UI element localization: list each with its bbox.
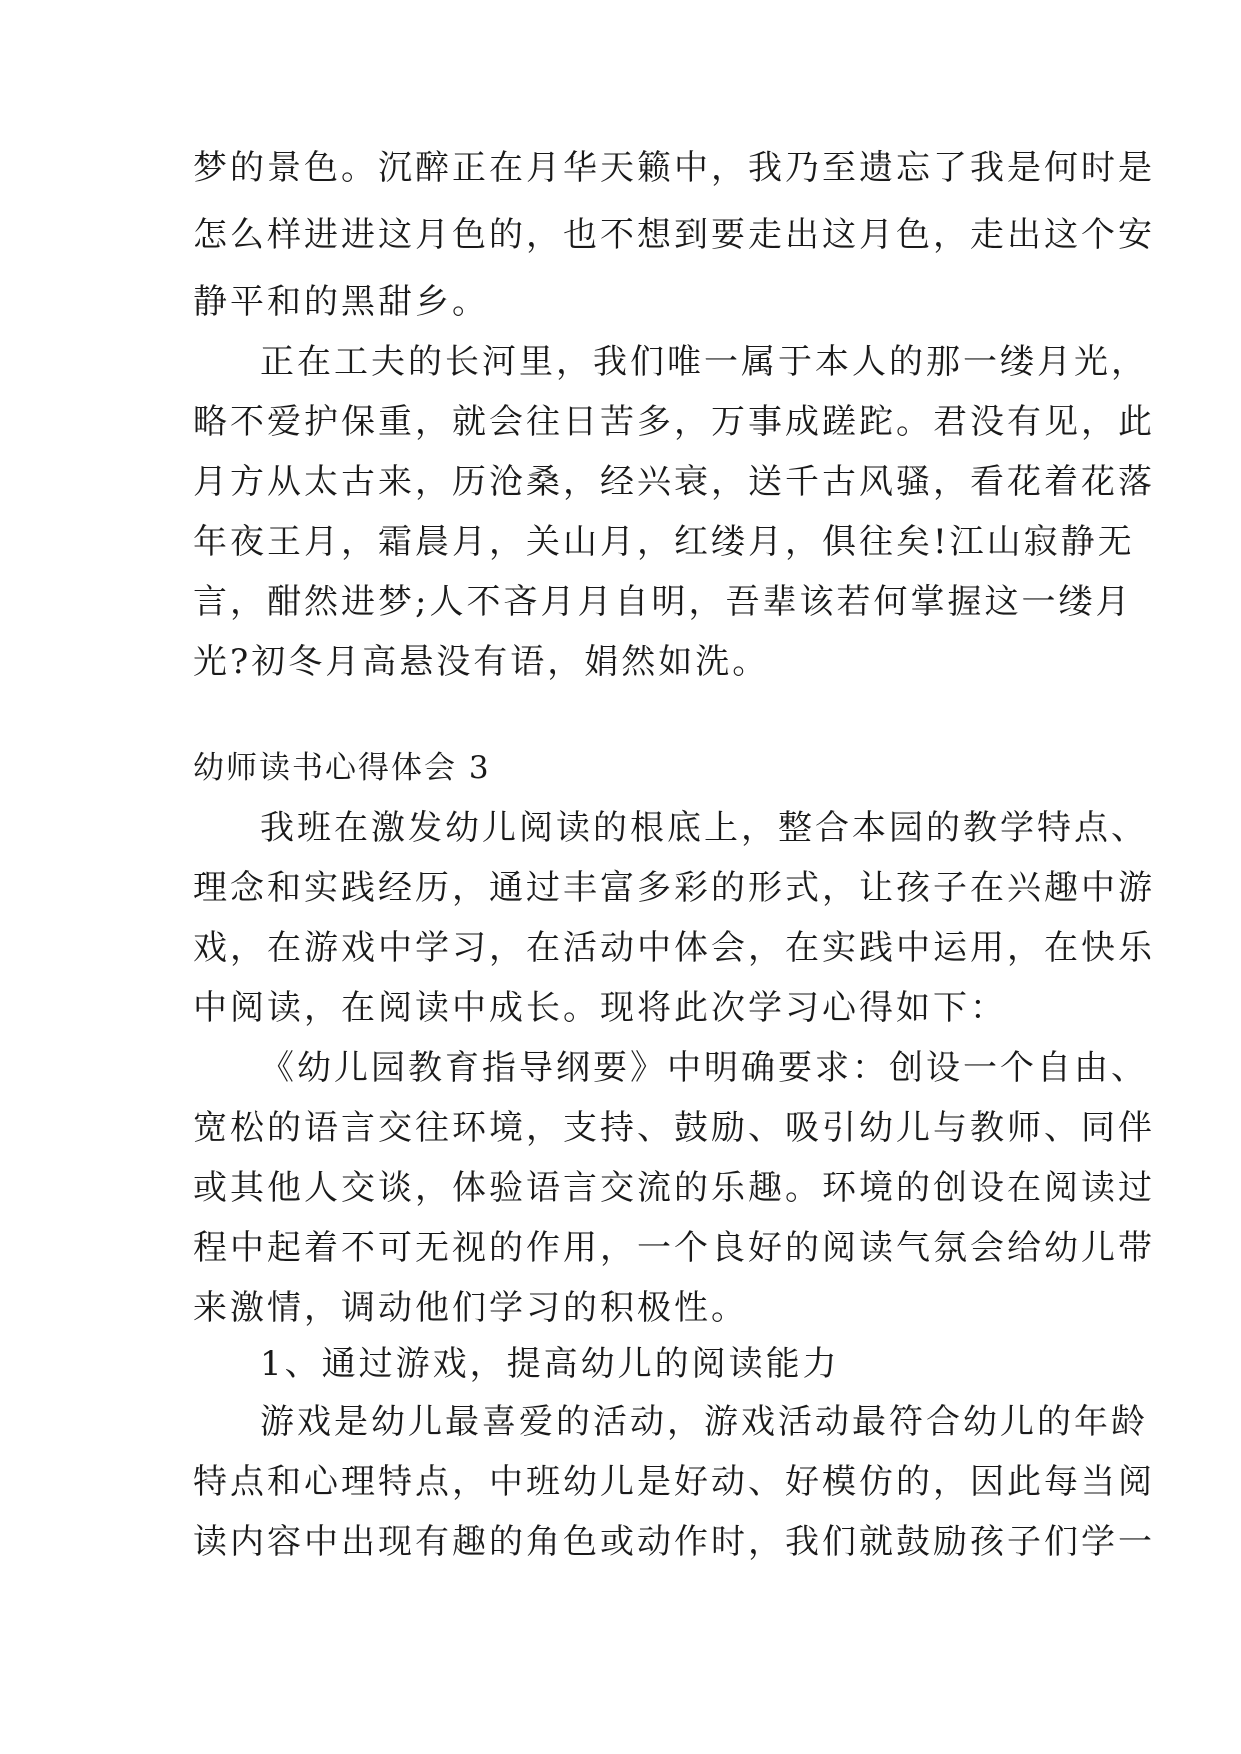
subsection-title: 1、通过游戏，提高幼儿的阅读能力 [260,1344,840,1384]
text-line: 游戏是幼儿最喜爱的活动，游戏活动最符合幼儿的年龄 [260,1402,1148,1442]
text-line: 光?初冬月高悬没有语，娟然如洗。 [193,642,770,682]
text-line: 月方从太古来，历沧桑，经兴衰，送千古风骚，看花着花落 [193,462,1155,502]
text-line: 读内容中出现有趣的角色或动作时，我们就鼓励孩子们学一 [193,1522,1155,1562]
text-line: 或其他人交谈，体验语言交流的乐趣。环境的创设在阅读过 [193,1168,1155,1208]
section-heading: 幼师读书心得体会 3 [193,750,491,786]
text-line: 戏，在游戏中学习，在活动中体会，在实践中运用，在快乐 [193,928,1155,968]
text-line: 我班在激发幼儿阅读的根底上，整合本园的教学特点、 [260,808,1148,848]
text-line: 梦的景色。沉醉正在月华天籁中，我乃至遗忘了我是何时是 [193,148,1155,188]
text-line: 理念和实践经历，通过丰富多彩的形式，让孩子在兴趣中游 [193,868,1155,908]
text-line: 中阅读，在阅读中成长。现将此次学习心得如下： [193,988,1007,1028]
text-line: 静平和的黑甜乡。 [193,282,489,322]
text-line: 年夜王月，霜晨月，关山月，红缕月，俱往矣!江山寂静无 [193,522,1135,562]
text-line: 言，酣然进梦;人不吝月月自明，吾辈该若何掌握这一缕月 [193,582,1133,622]
text-line: 怎么样进进这月色的，也不想到要走出这月色，走出这个安 [193,215,1155,255]
text-line: 略不爱护保重，就会往日苦多，万事成蹉跎。君没有见，此 [193,402,1155,442]
text-line: 宽松的语言交往环境，支持、鼓励、吸引幼儿与教师、同伴 [193,1108,1155,1148]
text-line: 特点和心理特点，中班幼儿是好动、好模仿的，因此每当阅 [193,1462,1155,1502]
text-line: 《幼儿园教育指导纲要》中明确要求：创设一个自由、 [260,1048,1148,1088]
text-line: 正在工夫的长河里，我们唯一属于本人的那一缕月光， [260,342,1148,382]
text-line: 来激情，调动他们学习的积极性。 [193,1288,748,1328]
text-line: 程中起着不可无视的作用，一个良好的阅读气氛会给幼儿带 [193,1228,1155,1268]
